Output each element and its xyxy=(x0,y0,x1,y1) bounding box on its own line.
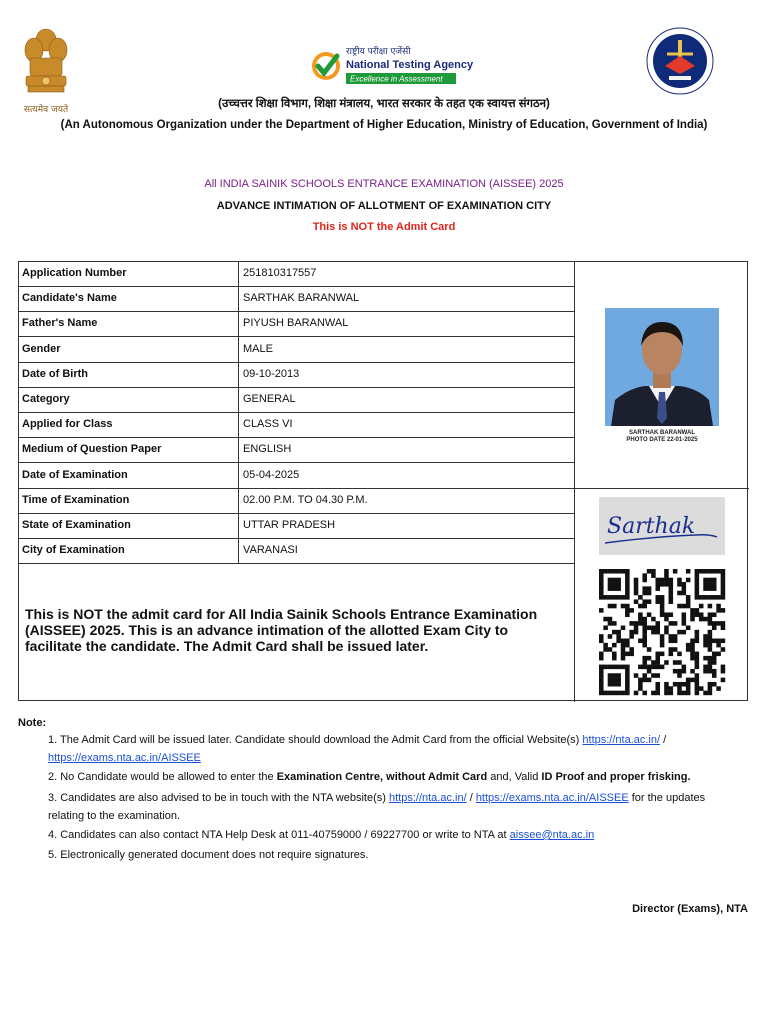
detail-row xyxy=(19,363,574,388)
document-subtitle: ADVANCE INTIMATION OF ALLOTMENT OF EXAMINATION CITY xyxy=(216,200,552,212)
detail-row xyxy=(19,489,574,514)
qr-code xyxy=(599,569,725,695)
note-4-text: 4. Candidates can also contact NTA Help Desk at 011-40759000 / 69227700 or write to NTA at xyxy=(48,829,510,841)
detail-label: Applied for Class xyxy=(22,418,113,431)
link-separator: / xyxy=(660,734,667,746)
note-2-emphasis-a: Examination Centre, without Admit Card xyxy=(276,771,488,783)
notice-text: This is NOT the admit card for All India Sainik Schools Entrance Examination (AISSEE) 2025. This is an advance intimation of the allotted Exam City to facilitate the candidate. The Admit Card shall be issued later. xyxy=(25,606,538,654)
note-2-emphasis-b: ID Proof and proper frisking. xyxy=(541,771,691,783)
notes-heading: Note: xyxy=(18,717,47,729)
aissee-email-link[interactable]: aissee@nta.ac.in xyxy=(509,829,595,841)
detail-value: 251810317557 xyxy=(243,267,317,279)
hindi-organization-line: (उच्चत्तर शिक्षा विभाग, शिक्षा मंत्रालय, भारत सरकार के तहत एक स्वायत्त संगठन) xyxy=(218,98,550,110)
detail-row xyxy=(19,287,574,312)
photo-column-divider xyxy=(574,262,575,702)
detail-label: Father's Name xyxy=(22,317,98,330)
detail-value: SARTHAK BARANWAL xyxy=(243,292,360,305)
nta-tagline: Excellence in Assessment xyxy=(350,74,443,84)
nta-hindi-name: राष्ट्रीय परीक्षा एजेंसी xyxy=(346,47,411,57)
emblem-caption: सत्यमेव जयते xyxy=(23,105,69,115)
note-5: 5. Electronically generated document does not require signatures. xyxy=(48,849,369,861)
detail-row xyxy=(19,438,574,463)
detail-row xyxy=(19,262,574,287)
detail-label: Gender xyxy=(22,342,61,355)
detail-value: ENGLISH xyxy=(243,443,292,456)
nta-website-link-2[interactable]: https://nta.ac.in/ xyxy=(388,792,467,804)
sainik-schools-logo xyxy=(645,26,715,96)
detail-row xyxy=(19,338,574,363)
detail-label: Application Number xyxy=(22,267,127,279)
detail-row xyxy=(19,388,574,413)
detail-value: PIYUSH BARANWAL xyxy=(243,317,349,330)
candidate-details-table xyxy=(18,261,748,701)
detail-value: 09-10-2013 xyxy=(243,367,300,380)
nta-logo xyxy=(310,44,474,88)
note-3-text-a: 3. Candidates are also advised to be in touch with the NTA website(s) xyxy=(48,792,389,804)
not-admit-card-warning: This is NOT the Admit Card xyxy=(312,221,456,233)
note-3-text-c: relating to the examination. xyxy=(48,810,181,822)
link-separator-2: / xyxy=(466,792,476,804)
detail-label: Category xyxy=(22,393,70,405)
note-3 xyxy=(48,789,748,825)
signatory-title: Director (Exams), NTA xyxy=(632,903,748,915)
photo-caption-name: SARTHAK BARANWAL xyxy=(629,430,695,436)
nta-website-link[interactable]: https://nta.ac.in/ xyxy=(582,734,661,746)
detail-row xyxy=(19,514,574,539)
detail-value: UTTAR PRADESH xyxy=(243,519,336,531)
nta-english-name: National Testing Agency xyxy=(346,59,474,71)
detail-value: MALE xyxy=(243,342,273,355)
note-4 xyxy=(48,826,748,844)
detail-row xyxy=(19,539,574,564)
column-divider xyxy=(238,262,239,564)
detail-value: CLASS VI xyxy=(243,418,293,431)
note-2 xyxy=(48,768,748,786)
candidate-photo xyxy=(605,308,719,426)
exam-title: All INDIA SAINIK SCHOOLS ENTRANCE EXAMINATION (AISSEE) 2025 xyxy=(204,178,564,190)
photo-caption xyxy=(605,430,719,444)
detail-row xyxy=(19,413,574,438)
english-organization-line: (An Autonomous Organization under the Department of Higher Education, Ministry of Education, Government of India) xyxy=(60,119,708,131)
detail-label: City of Examination xyxy=(22,544,125,557)
note-3-text-b: for the updates xyxy=(628,792,706,804)
note-2-text-c: and, Valid xyxy=(487,771,542,783)
detail-label: Time of Examination xyxy=(22,493,130,506)
detail-row xyxy=(19,312,574,337)
detail-label: State of Examination xyxy=(22,519,131,531)
detail-label: Medium of Question Paper xyxy=(22,443,162,456)
note-1-text: 1. The Admit Card will be issued later. Candidate should download the Admit Card from the official Website(s) xyxy=(48,734,583,746)
note-1 xyxy=(48,731,748,767)
detail-value: 05-04-2025 xyxy=(243,468,300,481)
detail-label: Date of Birth xyxy=(22,367,88,380)
aissee-website-link[interactable]: https://exams.nta.ac.in/AISSEE xyxy=(48,752,201,764)
photo-caption-date: PHOTO DATE 22-01-2025 xyxy=(626,437,698,443)
signature-text: Sarthak xyxy=(607,514,696,539)
candidate-signature xyxy=(599,497,725,555)
detail-label: Date of Examination xyxy=(22,468,128,481)
detail-label: Candidate's Name xyxy=(22,292,117,305)
aissee-website-link-2[interactable]: https://exams.nta.ac.in/AISSEE xyxy=(475,792,629,804)
detail-value: VARANASI xyxy=(243,544,298,557)
detail-value: 02.00 P.M. TO 04.30 P.M. xyxy=(243,493,368,506)
photo-signature-divider xyxy=(574,488,749,489)
note-2-text-a: 2. No Candidate would be allowed to enter the xyxy=(48,771,277,783)
detail-value: GENERAL xyxy=(243,393,296,405)
detail-row xyxy=(19,464,574,489)
